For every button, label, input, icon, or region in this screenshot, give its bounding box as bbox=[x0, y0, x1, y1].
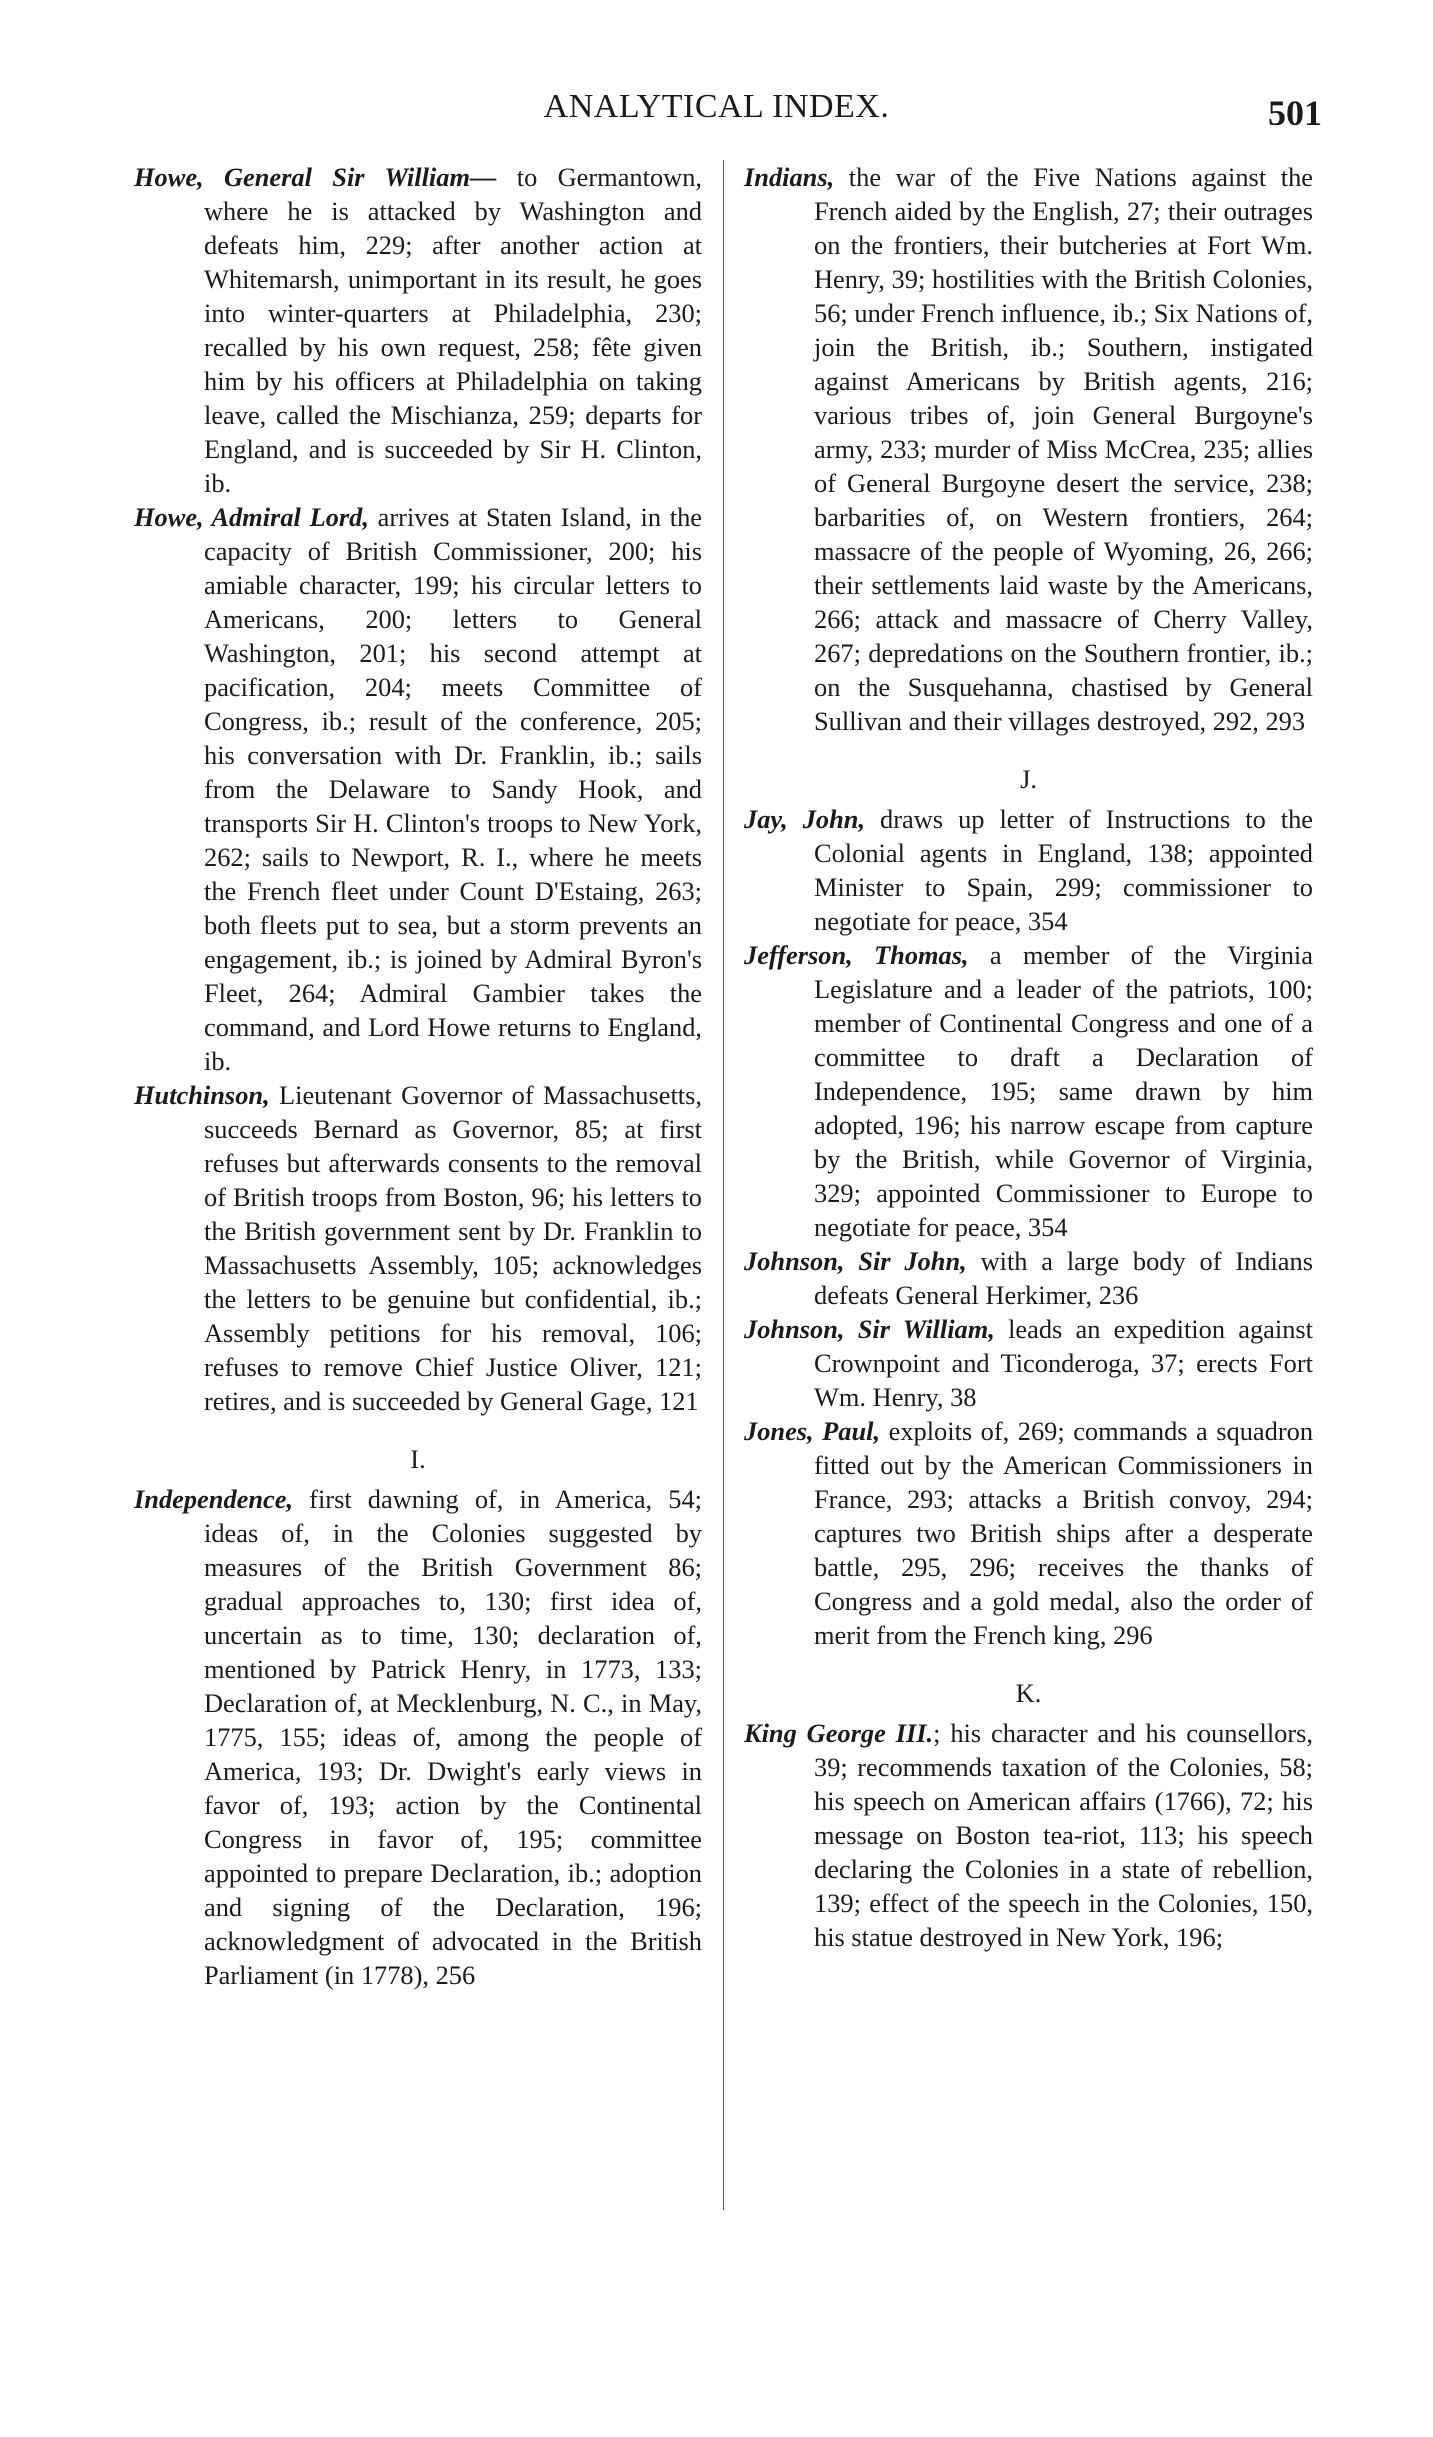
entry-text: ; his character and his counsellors, 39; recommends taxation of the Colonies, 58; his speech on American affairs (1766), 72; his message on Boston tea-riot, 113; his speech declaring the Colonies in a state of rebellion, 139; effect of the speech in the Colonies, 150, his statue destroyed in New York, 196; bbox=[814, 1718, 1313, 1952]
entry-text: a member of the Virginia Legislature and a leader of the patriots, 100; member of Continental Congress and one of a committee to draft a Declaration of Independence, 195; same drawn by him adopted, 196; his narrow escape from capture by the British, while Governor of Virginia, 329; appointed Commissioner to Europe to negotiate for peace, 354 bbox=[814, 940, 1313, 1242]
entry-text: to Germantown, where he is attacked by Washington and defeats him, 229; after another action at Whitemarsh, unimportant in its result, he goes into winter-quarters at Philadelphia, 230; recalled by his own request, 258; fête given him by his officers at Philadelphia on taking leave, called the Mischianza, 259; departs for England, and is succeeded by Sir H. Clinton, ib. bbox=[204, 162, 702, 498]
entry-headword: King George III. bbox=[744, 1718, 934, 1748]
left-column bbox=[134, 160, 702, 1992]
entry-headword: Independence, bbox=[134, 1484, 294, 1514]
column-divider bbox=[723, 160, 724, 2210]
entry-text: exploits of, 269; commands a squadron fitted out by the American Commissioners in France, 293; attacks a British convoy, 294; captures two British ships after a desperate battle, 295, 296; receives the thanks of Congress and a gold medal, also the order of merit from the French king, 296 bbox=[814, 1416, 1314, 1650]
running-title: ANALYTICAL INDEX. bbox=[543, 88, 890, 125]
entry-headword: Jay, John, bbox=[744, 804, 866, 834]
index-entry-indians bbox=[744, 160, 1313, 738]
index-entry-jones bbox=[744, 1414, 1313, 1652]
entry-text: the war of the Five Nations against the French aided by the English, 27; their outrages on the frontiers, their butcheries at Fort Wm. Henry, 39; hostilities with the British Colonies, 56; under French influence, ib.; Six Nations of, join the British, ib.; Southern, instigated against Americans by British agents, 216; various tribes of, join General Burgoyne's army, 233; murder of Miss McCrea, 235; allies of General Burgoyne desert the service, 238; barbarities of, on Western frontiers, 264; massacre of the people of Wyoming, 26, 266; their settlements laid waste by the Americans, 266; attack and massacre of Cherry Valley, 267; depredations on the Southern frontier, ib.; on the Susquehanna, chastised by General Sullivan and their villages destroyed, 292, 293 bbox=[814, 162, 1313, 736]
entry-text: arrives at Staten Island, in the capacity of British Commissioner, 200; his amiable character, 199; his circular letters to Americans, 200; letters to General Washington, 201; his second attempt at pacification, 204; meets Committee of Congress, ib.; result of the conference, 205; his conversation with Dr. Franklin, ib.; sails from the Delaware to Sandy Hook, and transports Sir H. Clinton's troops to New York, 262; sails to Newport, R. I., where he meets the French fleet under Count D'Estaing, 263; both fleets put to sea, but a storm prevents an engagement, ib.; is joined by Admiral Byron's Fleet, 264; Admiral Gambier takes the command, and Lord Howe returns to England, ib. bbox=[204, 502, 702, 1076]
entry-headword: Hutchinson, bbox=[134, 1080, 270, 1110]
index-entry-johnson-john bbox=[744, 1244, 1313, 1312]
section-letter-i: I. bbox=[410, 1444, 426, 1474]
index-entry-jefferson bbox=[744, 938, 1313, 1244]
index-entry-howe-admiral bbox=[134, 500, 702, 1078]
index-entry-king-george bbox=[744, 1716, 1313, 1954]
index-entry-howe-william bbox=[134, 160, 702, 500]
entry-headword: Indians, bbox=[744, 162, 835, 192]
index-entry-johnson-william bbox=[744, 1312, 1313, 1414]
section-letter-k: K. bbox=[1015, 1678, 1042, 1708]
entry-headword: Jefferson, Thomas, bbox=[744, 940, 969, 970]
index-entry-independence bbox=[134, 1482, 702, 1992]
entry-text: with a large body of Indians defeats General Herkimer, 236 bbox=[814, 1246, 1313, 1310]
entry-text: Lieutenant Governor of Massachusetts, succeeds Bernard as Governor, 85; at first refuses but afterwards consents to the removal of British troops from Boston, 96; his letters to the British government sent by Dr. Franklin to Massachusetts Assembly, 105; acknowledges the letters to be genuine but confidential, ib.; Assembly petitions for his removal, 106; refuses to remove Chief Justice Oliver, 121; retires, and is succeeded by General Gage, 121 bbox=[204, 1080, 702, 1416]
entry-headword: Jones, Paul, bbox=[744, 1416, 881, 1446]
entry-headword: Johnson, Sir John, bbox=[744, 1246, 967, 1276]
index-entry-hutchinson bbox=[134, 1078, 702, 1418]
entry-text: draws up letter of Instructions to the Colonial agents in England, 138; appointed Minister to Spain, 299; commissioner to negotiate for peace, 354 bbox=[814, 804, 1313, 936]
index-entry-jay bbox=[744, 802, 1313, 938]
entry-text: leads an expedition against Crownpoint and Ticonderoga, 37; erects Fort Wm. Henry, 38 bbox=[814, 1314, 1313, 1412]
entry-headword: Howe, Admiral Lord, bbox=[134, 502, 369, 532]
entry-text: first dawning of, in America, 54; ideas of, in the Colonies suggested by measures of the British Government 86; gradual approaches to, 130; first idea of, uncertain as to time, 130; declaration of, mentioned by Patrick Henry, in 1773, 133; Declaration of, at Mecklenburg, N. C., in May, 1775, 155; ideas of, among the people of America, 193; Dr. Dwight's early views in favor of, 193; action by the Continental Congress in favor of, 195; committee appointed to prepare Declaration, ib.; adoption and signing of the Declaration, 196; acknowledgment of advocated in the British Parliament (in 1778), 256 bbox=[204, 1484, 702, 1990]
section-letter-j: J. bbox=[1020, 764, 1037, 794]
right-column bbox=[744, 160, 1313, 1954]
entry-headword: Howe, General Sir William— bbox=[134, 162, 497, 192]
entry-headword: Johnson, Sir William, bbox=[744, 1314, 995, 1344]
page-number: 501 bbox=[1268, 93, 1322, 133]
